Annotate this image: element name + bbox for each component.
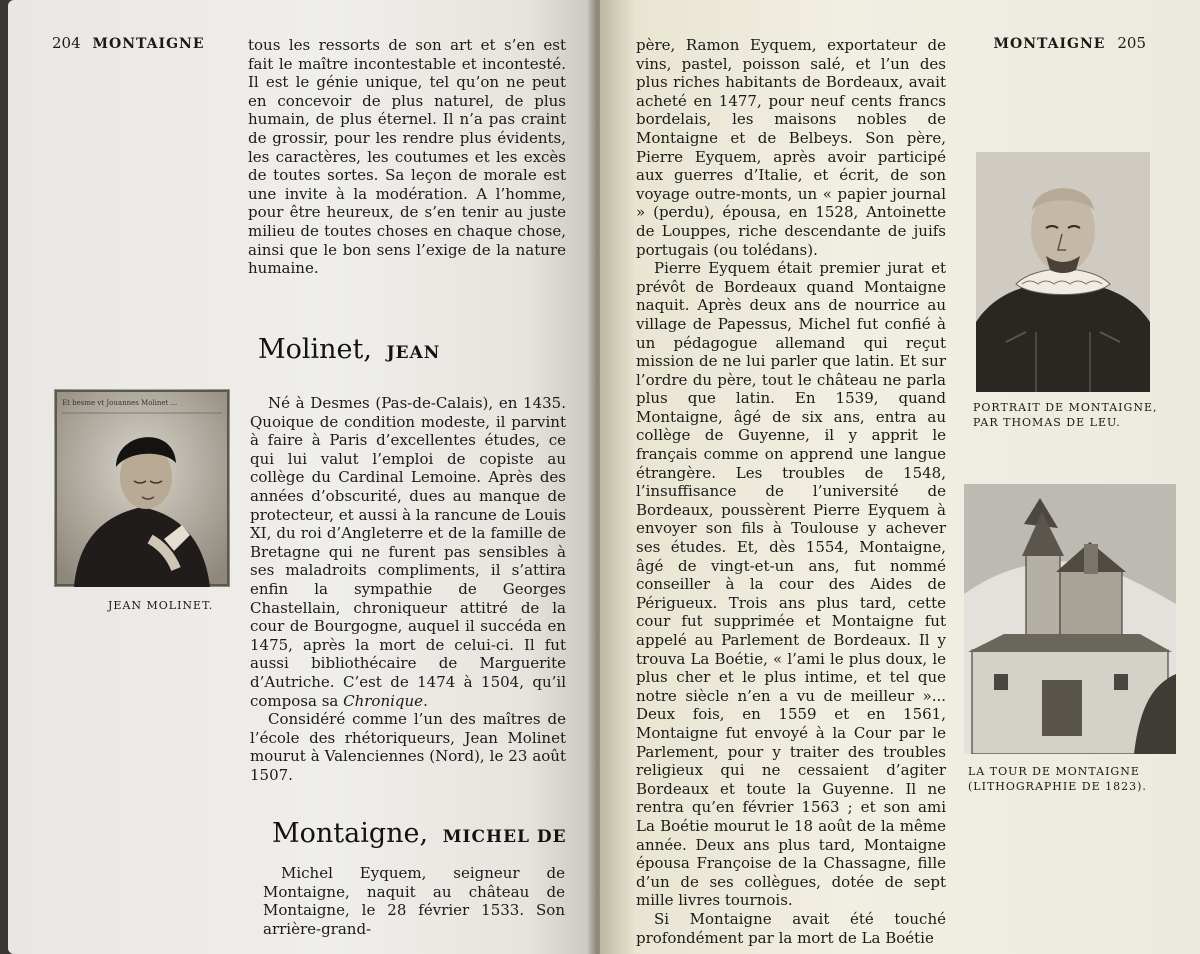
tower-caption: LA TOUR DE MONTAIGNE (LITHOGRAPHIE DE 1823). xyxy=(968,765,1147,793)
montaigne-portrait-drawing xyxy=(976,152,1150,392)
molinet-portrait-image xyxy=(54,389,230,587)
montaigne-paragraph-3: Si Montaigne avait été touché profondément par la mort de La Boétie xyxy=(636,909,946,947)
left-running-head xyxy=(46,34,205,52)
entry-heading-montaigne xyxy=(272,818,567,849)
left-page xyxy=(8,0,596,954)
montaigne-portrait-image xyxy=(976,152,1150,392)
continued-paragraph: tous les ressorts de son art et s’en est fait le maître incontestable et incontesté. Il est le génie unique, tel qu’on ne peut en concevoir de plus naturel, de plus humain, de plus éternel. Il n’a pas craint de grossir, pour les rendre plus évidents, les caractères, les coutumes et les excès de toutes sortes. Sa leçon de morale est une invite à la modération. A l’homme, pour être heureux, de s’en tenir au juste milieu de toutes choses en chaque chose, ainsi que le bon sens l’exige de la nature humaine. xyxy=(248,36,566,278)
entry-heading-molinet xyxy=(258,334,440,365)
chronique-title: Chronique xyxy=(343,691,424,710)
montaigne-given-name: MICHEL DE xyxy=(442,827,567,847)
molinet-surname: Molinet, xyxy=(258,334,372,365)
molinet-paragraph-1-end: . xyxy=(423,691,428,710)
molinet-body xyxy=(250,394,566,784)
molinet-portrait-drawing xyxy=(54,389,230,587)
portrait-caption: PORTRAIT DE MONTAIGNE, PAR THOMAS DE LEU. xyxy=(973,401,1158,429)
molinet-paragraph-2: Considéré comme l’un des maîtres de l’école des rhétoriqueurs, Jean Molinet mourut à Valenciennes (Nord), le 23 août 1507. xyxy=(250,710,566,784)
montaigne-body-start xyxy=(263,864,565,938)
montaigne-tower-image xyxy=(964,484,1176,754)
montaigne-paragraph-continued: père, Ramon Eyquem, exportateur de vins, pastel, poisson salé, et l’un des plus riches habitants de Bordeaux, avait acheté en 1477, pour neuf cents francs bordelais, les maisons nobles de Montaigne et de Belbeys. Son père, Pierre Eyquem, après avoir participé aux guerres d’Italie, et écrit, de son voyage outre-monts, un « papier journal » (perdu), épousa, en 1528, Antoinette de Louppes, riche descendante de juifs portugais (ou tolédans). xyxy=(636,36,946,259)
montaigne-paragraph-2: Pierre Eyquem était premier jurat et prévôt de Bordeaux quand Montaigne naquit. Après deux ans de nourrice au village de Papessus, Michel fut confié à un pédagogue allemand qui reçut mission de ne lui parler que latin. Et sur l’ordre du père, tout le château ne parla plus que latin. En 1539, quand Montaigne, âgé de six ans, entra au collège de Guyenne, il y apprit le français comme on apprend une langue étrangère. Les troubles de 1548, l’insuffisance de l’université de Bordeaux, poussèrent Pierre Eyquem à envoyer son fils à Toulouse y achever ses études. Et, dès 1554, Montaigne, âgé de vingt-et-un ans, fut nommé conseiller à la cour des Aides de Périgueux. Trois ans plus tard, cette cour fut supprimée et Montaigne fut appelé au Parlement de Bordeaux. Il y trouva La Boétie, « l’ami le plus doux, le plus cher et le plus intime, et tel que notre siècle n’en a vu de meilleur »... Deux fois, en 1559 et en 1561, Montaigne fut envoyé à la Cour par le Parlement, pour y traiter des troubles religieux qui ne cessaient d’agiter Bordeaux et toute la Guyenne. Il ne rentra qu’en février 1563 ; et son ami La Boétie mourut le 18 août de la même année. Deux ans plus tard, Montaigne épousa Françoise de la Chassagne, fille d’un de ses collègues, dotée de sept mille livres tournois. xyxy=(636,259,946,910)
portrait-inscription: Et besme vt Jouannes Molinet ... xyxy=(62,399,178,407)
left-continued-text xyxy=(248,36,566,278)
left-page-number: 204 xyxy=(52,34,81,52)
molinet-paragraph-1 xyxy=(250,394,566,710)
right-page-number: 205 xyxy=(1117,34,1146,52)
montaigne-body-continued xyxy=(636,36,946,947)
molinet-given-name: JEAN xyxy=(386,343,441,363)
montaigne-paragraph-1: Michel Eyquem, seigneur de Montaigne, naquit au château de Montaigne, le 28 février 1533. Son arrière-grand- xyxy=(263,864,565,938)
left-running-title: MONTAIGNE xyxy=(92,36,205,52)
molinet-paragraph-1-text: Né à Desmes (Pas-de-Calais), en 1435. Quoique de condition modeste, il parvint à faire à Paris d’excellentes études, ce qui lui valut l’emploi de copiste au collège du Cardinal Lemoine. Après des années d’obscurité, dues au manque de protecteur, et aussi à la rancune de Louis XI, du roi d’Angleterre et de la famille de Bretagne qui ne furent pas sensibles à ses maladroits compliments, il s’attira enfin la sympathie de Georges Chastellain, chroniqueur attitré de la cour de Bourgogne, auquel il succéda en 1475, après la mort de celui-ci. Il fut aussi bibliothécaire de Marguerite d’Autriche. C’est de 1474 à 1504, qu’il composa sa xyxy=(250,394,566,710)
right-running-title: MONTAIGNE xyxy=(993,36,1106,52)
right-running-head xyxy=(994,34,1153,52)
molinet-caption: JEAN MOLINET. xyxy=(108,599,214,612)
right-page xyxy=(600,0,1200,954)
montaigne-surname: Montaigne, xyxy=(272,818,429,849)
montaigne-tower-drawing xyxy=(964,484,1176,754)
